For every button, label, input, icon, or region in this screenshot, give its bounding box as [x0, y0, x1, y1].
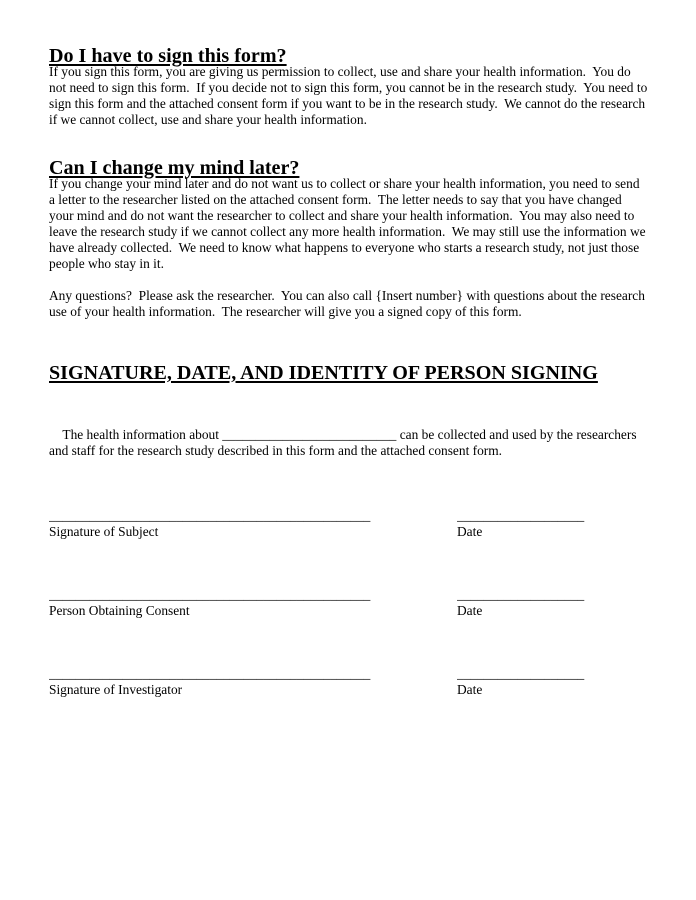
consent-obtainer-signature-line[interactable]: ________________________________________________ — [49, 587, 371, 602]
signature-block-investigator — [49, 666, 648, 698]
heading-signature-section: SIGNATURE, DATE, AND IDENTITY OF PERSON SIGNING — [49, 362, 598, 384]
signature-column — [49, 666, 376, 698]
paragraph-change-mind: If you change your mind later and do not want us to collect or share your health information, you need to send a letter to the researcher listed on the attached consent form. The letter needs to say that you have changed your mind and do not want the researcher to collect and share your health information. You may also need to leave the research study if we cannot collect any more health information. We may still use the information we have already collected. We need to know what happens to everyone who starts a research study, not just those people who stay in it. — [49, 176, 649, 271]
statement-suffix: can be collected and used by the researchers and staff for the research study described in this form and the attached consent form. — [49, 427, 640, 458]
consent-obtainer-label: Person Obtaining Consent — [49, 603, 190, 618]
date-column — [457, 666, 647, 698]
consent-obtainer-date-line[interactable]: ___________________ — [457, 587, 585, 602]
signature-block-consent-obtainer — [49, 587, 648, 619]
signature-column — [49, 587, 376, 619]
date-column — [457, 587, 647, 619]
heading-change-mind: Can I change my mind later? — [49, 157, 300, 179]
investigator-date-label: Date — [457, 682, 483, 697]
subject-name-blank[interactable]: __________________________ — [222, 427, 397, 442]
paragraph-any-questions: Any questions? Please ask the researcher. You can also call {Insert number} with questions about the research use of your health information. The researcher will give you a signed copy of this form. — [49, 288, 649, 319]
signature-column — [49, 508, 376, 540]
paragraph-sign-form: If you sign this form, you are giving us permission to collect, use and share your health information. You do not need to sign this form. If you decide not to sign this form, you cannot be in the research study. You need to sign this form and the attached consent form if you want to be in the research study. We cannot do the research if we cannot collect, use and share your health information. — [49, 64, 651, 127]
statement-prefix: The health information about — [62, 427, 223, 442]
investigator-signature-line[interactable]: ________________________________________________ — [49, 666, 371, 681]
date-column — [457, 508, 647, 540]
signature-block-subject — [49, 508, 648, 540]
consent-obtainer-date-label: Date — [457, 603, 483, 618]
subject-signature-line[interactable]: ________________________________________________ — [49, 508, 371, 523]
subject-signature-label: Signature of Subject — [49, 524, 159, 539]
subject-date-line[interactable]: ___________________ — [457, 508, 585, 523]
paragraph-statement — [49, 411, 648, 475]
heading-sign-form: Do I have to sign this form? — [49, 45, 287, 67]
investigator-date-line[interactable]: ___________________ — [457, 666, 585, 681]
investigator-signature-label: Signature of Investigator — [49, 682, 183, 697]
subject-date-label: Date — [457, 524, 483, 539]
